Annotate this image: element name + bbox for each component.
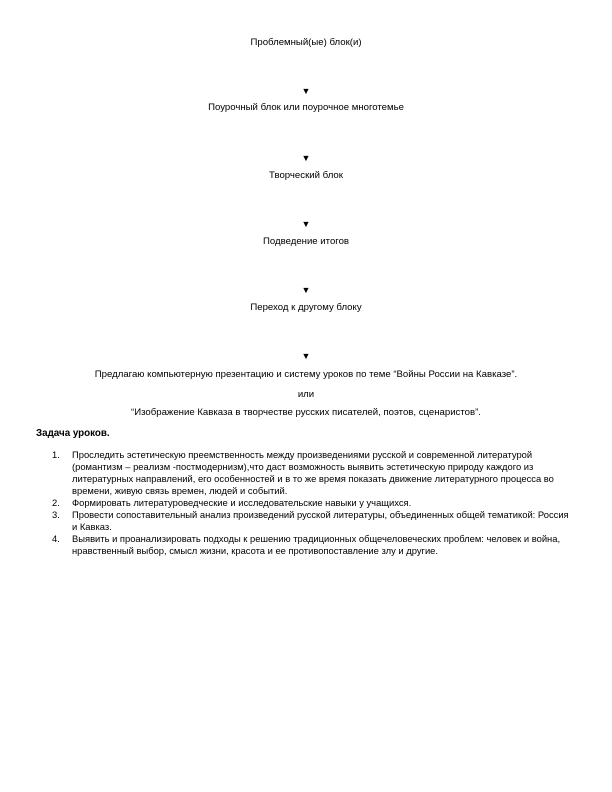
list-item-number: 2. xyxy=(52,497,60,508)
list-item-text: Формировать литературоведческие и исследовательские навыки у учащихся. xyxy=(72,497,412,508)
list-item-number: 3. xyxy=(52,509,60,520)
intro-or: или xyxy=(297,389,315,400)
arrow-down-icon: ▼ xyxy=(301,153,311,163)
arrow-down-icon: ▼ xyxy=(301,219,311,229)
list-item xyxy=(36,449,576,497)
flow-block-problem: Проблемный(ые) блок(и) xyxy=(250,37,362,48)
flow-block-transition: Переход к другому блоку xyxy=(250,302,362,313)
list-item-text: Выявить и проанализировать подходы к решению традиционных общечеловеческих проблем: человек и война, нравственный выбор, смысл жизни, красота и ее противопоставление злу и другие. xyxy=(72,533,561,556)
tasks-heading: Задача уроков. xyxy=(36,428,110,439)
arrow-down-icon: ▼ xyxy=(301,351,311,361)
intro-topic: “Изображение Кавказа в творчестве русских писателей, поэтов, сценаристов”. xyxy=(131,407,481,418)
intro-line: Предлагаю компьютерную презентацию и систему уроков по теме “Войны России на Кавказе”. xyxy=(94,369,518,380)
list-item xyxy=(36,509,576,533)
flow-block-summary: Подведение итогов xyxy=(262,236,350,247)
list-item-number: 4. xyxy=(52,533,60,544)
arrow-down-icon: ▼ xyxy=(301,285,311,295)
list-item xyxy=(36,497,576,509)
list-item-text: Проследить эстетическую преемственность между произведениями русской и современной литературой (романтизм – реализм -постмодернизм),что даст возможность выявить эстетическую природу каждого из литературных направлений, его особенностей и в то же время показать движение литературного процесса во времени, живую связь времен, людей и событий. xyxy=(72,449,554,496)
arrow-down-icon: ▼ xyxy=(301,86,311,96)
flow-block-creative: Творческий блок xyxy=(269,170,343,181)
tasks-list xyxy=(36,449,576,557)
list-item-number: 1. xyxy=(52,449,60,460)
list-item-text: Провести сопоставительный анализ произведений русской литературы, объединенных общей тематикой: Россия и Кавказ. xyxy=(72,509,569,532)
flow-block-lessons: Поурочный блок или поурочное многотемье xyxy=(208,102,404,113)
list-item xyxy=(36,533,576,557)
